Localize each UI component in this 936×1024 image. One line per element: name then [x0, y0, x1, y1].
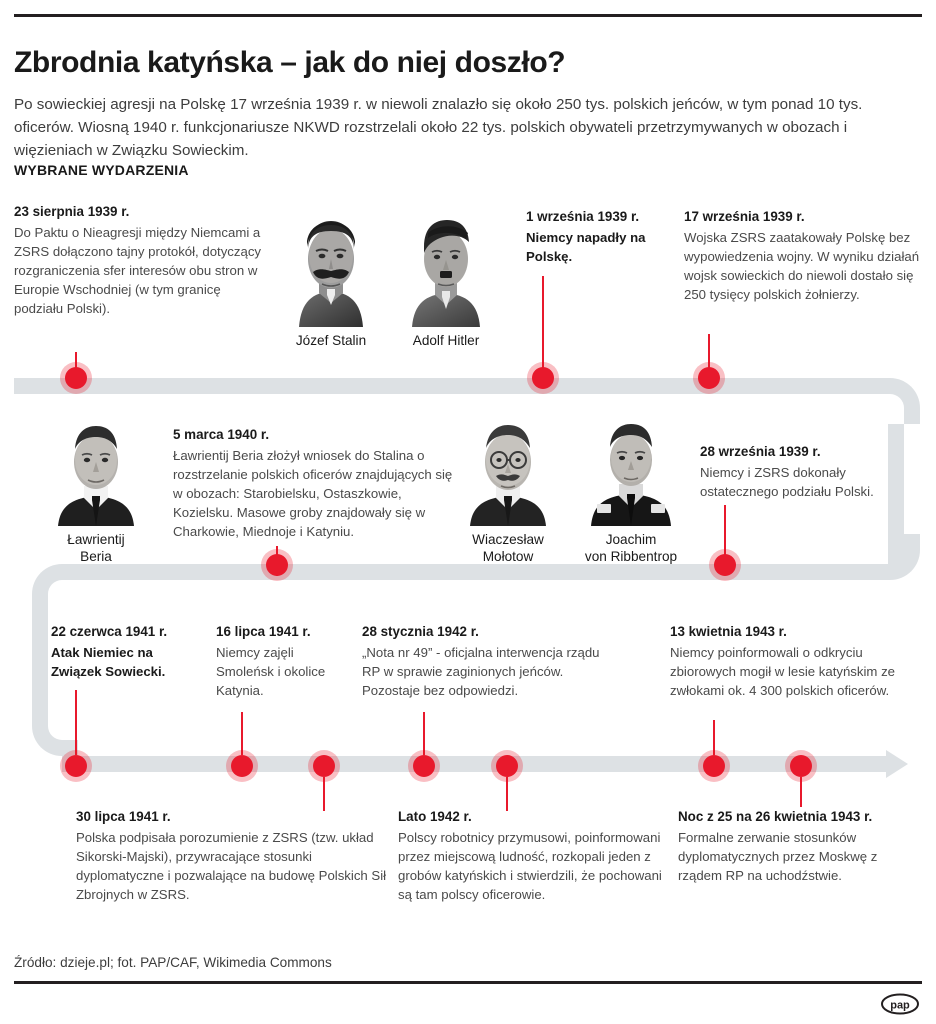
stem-e8	[423, 712, 425, 755]
event-e1	[14, 203, 264, 318]
track-corner-bottom-left	[32, 710, 78, 756]
event-text: „Nota nr 49” - oficjalna interwencja rządu RP w sprawie zaginionych jeńców. Pozostaje bez odpowiedzi.	[362, 644, 600, 698]
event-date: 23 sierpnia 1939 r.	[14, 204, 130, 219]
dot-e2[interactable]	[532, 367, 554, 389]
dot-e11[interactable]	[496, 755, 518, 777]
stem-e12	[800, 777, 802, 807]
ribbentrop-photo	[587, 416, 675, 526]
dot-e1[interactable]	[65, 367, 87, 389]
section-label: WYBRANE WYDARZENIA	[14, 162, 189, 178]
event-e5	[700, 443, 900, 501]
event-e2	[526, 208, 678, 266]
portrait-caption: Wiaczesław	[472, 532, 544, 547]
track-arrow-head	[886, 750, 908, 778]
lede-paragraph: Po sowieckiej agresji na Polskę 17 września 1939 r. w niewoli znalazło się około 250 tys. polskich jeńców, w tym ponad 10 tys. oficerów. Wiosną 1940 r. funkcjonariusze NKWD rozstrzelali około 22 tys. polskich obywateli przetrzymywanych w obozach i więzieniach w Związku Sowieckim.	[14, 96, 863, 160]
portrait-caption-2: Beria	[80, 549, 112, 564]
track-corner-top-left	[32, 564, 78, 610]
event-date: 28 września 1939 r.	[700, 444, 821, 459]
stem-e6	[75, 690, 77, 755]
portrait-caption: Adolf Hitler	[412, 333, 480, 348]
event-date: Lato 1942 r.	[398, 809, 472, 824]
event-date: 5 marca 1940 r.	[173, 427, 270, 442]
event-date: 13 kwietnia 1943 r.	[670, 624, 787, 639]
beria-portrait-icon	[52, 416, 140, 526]
event-date: Noc z 25 na 26 kwietnia 1943 r.	[678, 809, 873, 824]
event-date: 28 stycznia 1942 r.	[362, 624, 479, 639]
portrait-caption: Ławrientij	[67, 532, 125, 547]
track-row3	[62, 756, 886, 772]
pap-logo	[880, 993, 920, 1015]
event-date: 1 września 1939 r.	[526, 209, 640, 224]
dot-e6[interactable]	[65, 755, 87, 777]
event-text: Atak Niemiec na Związek Sowiecki.	[51, 644, 166, 679]
portrait-hitler	[403, 209, 489, 349]
portrait-ribbentrop	[570, 416, 692, 565]
track-corner-bottom-right	[874, 534, 920, 580]
stalin-portrait-icon	[289, 209, 373, 327]
track-row2	[62, 564, 874, 580]
hitler-photo	[404, 209, 488, 327]
molotow-photo	[464, 416, 552, 526]
dot-e9[interactable]	[703, 755, 725, 777]
event-e6	[51, 623, 206, 681]
dot-e5[interactable]	[714, 554, 736, 576]
event-date: 17 września 1939 r.	[684, 209, 805, 224]
dot-e8[interactable]	[413, 755, 435, 777]
dot-e4[interactable]	[266, 554, 288, 576]
source-credit: Źródło: dzieje.pl; fot. PAP/CAF, Wikimedia Commons	[14, 955, 332, 970]
dot-e12[interactable]	[790, 755, 812, 777]
event-e7	[216, 623, 336, 700]
stem-e11	[506, 777, 508, 811]
event-text: Do Paktu o Nieagresji między Niemcami a ZSRS dołączono tajny protokół, dotyczący rozgraniczenia sfer interesów obu stron w Europie Wschodniej (w tym granicę podziału Polski).	[14, 224, 262, 316]
dot-e7[interactable]	[231, 755, 253, 777]
beria-photo	[52, 416, 140, 526]
stalin-photo	[289, 209, 373, 327]
portrait-molotow	[456, 416, 560, 565]
track-row1	[14, 378, 874, 394]
event-text: Polska podpisała porozumienie z ZSRS (tzw. układ Sikorski-Majski), przywracające stosunki dyplomatyczne i pozwalające na budowę Polskich Sił Zbrojnych w ZSRS.	[76, 829, 387, 902]
event-e3	[684, 208, 924, 304]
portrait-beria	[46, 416, 146, 565]
portrait-caption-2: Mołotow	[482, 549, 534, 564]
portrait-caption-2: von Ribbentrop	[584, 549, 678, 564]
event-e10	[76, 808, 396, 904]
event-date: 22 czerwca 1941 r.	[51, 624, 168, 639]
pap-logo-icon	[880, 993, 920, 1015]
event-text: Formalne zerwanie stosunków dyplomatycznych przez Moskwę z rządem RP na uchodźstwie.	[678, 829, 878, 883]
event-e11	[398, 808, 663, 904]
dot-e3[interactable]	[698, 367, 720, 389]
event-text: Wojska ZSRS zaatakowały Polskę bez wypowiedzenia wojny. W wyniku działań wojsk sowieckich do niewoli dostało się 250 tysięcy polskich żołnierzy.	[684, 229, 920, 302]
event-date: 30 lipca 1941 r.	[76, 809, 171, 824]
stem-e9	[713, 720, 715, 755]
event-text: Niemcy poinformowali o odkryciu zbiorowych mogił w lesie katyńskim ze zwłokami ok. 4 300 polskich oficerów.	[670, 644, 895, 698]
stem-e7	[241, 712, 243, 755]
portrait-caption: Joachim	[605, 532, 657, 547]
event-e4	[173, 426, 453, 541]
track-left-vertical	[32, 610, 48, 720]
event-e12	[678, 808, 923, 885]
event-text: Polscy robotnicy przymusowi, poinformowani przez miejscową ludność, rozkopali jeden z grobów katyńskich i stwierdzili, że pochowani są tam polscy oficerowie.	[398, 829, 662, 902]
page-title: Zbrodnia katyńska – jak do niej doszło?	[14, 46, 566, 80]
event-e9	[670, 623, 920, 700]
svg-text:pap: pap	[890, 999, 910, 1012]
event-text: Niemcy napadły na Polskę.	[526, 229, 646, 264]
molotow-portrait-icon	[464, 416, 552, 526]
event-text: Niemcy i ZSRS dokonały ostatecznego podziału Polski.	[700, 464, 874, 499]
top-rule	[14, 14, 922, 17]
ribbentrop-portrait-icon	[587, 416, 675, 526]
stem-e2	[542, 276, 544, 380]
portrait-caption: Józef Stalin	[295, 333, 367, 348]
hitler-portrait-icon	[404, 209, 488, 327]
track-corner-top-right	[874, 378, 920, 424]
event-date: 16 lipca 1941 r.	[216, 624, 311, 639]
event-text: Niemcy zajęli Smoleńsk i okolice Katynia.	[216, 644, 326, 698]
event-e8	[362, 623, 610, 700]
bottom-rule	[14, 981, 922, 984]
stem-e10	[323, 777, 325, 811]
portrait-stalin	[288, 209, 374, 349]
event-text: Ławrientij Beria złożył wniosek do Stalina o rozstrzelanie polskich oficerów znajdujących się w obozach: Starobielsku, Ostaszkowie, Kozielsku. Masowe groby znajdowały się w Charkowie, Miednoje i Katyniu.	[173, 447, 453, 539]
dot-e10[interactable]	[313, 755, 335, 777]
